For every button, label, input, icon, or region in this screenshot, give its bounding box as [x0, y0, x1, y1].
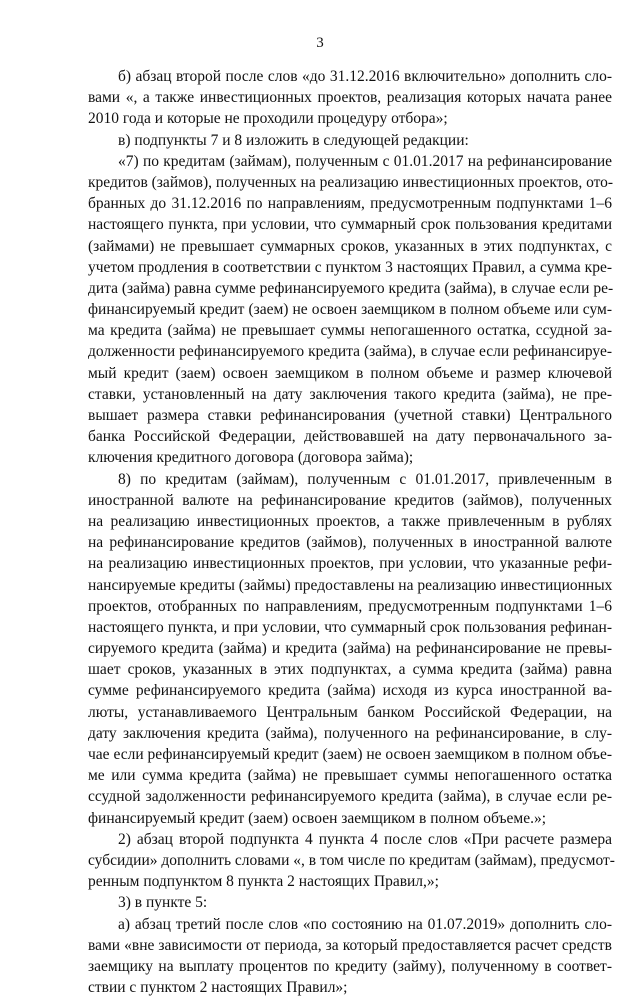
- text-line: бранных до 31.12.2016 по направлениям, предусмотренным подпунктами 1–6: [88, 195, 612, 213]
- text-line: на реализацию инвестиционных проектов, а также привлеченным в рублях: [88, 512, 612, 530]
- text-line: субсидии» дополнить словами «, в том числе по кредитам (займам), предусмот-: [88, 851, 615, 869]
- text-line: сируемого кредита (займа) и кредита (займа) на рефинансирование не превы-: [88, 640, 612, 658]
- text-line: ключения кредитного договора (договора займа);: [88, 449, 414, 467]
- text-line: сумме рефинансируемого кредита (займа) исходя из курса иностранной ва-: [88, 682, 612, 700]
- text-line: вами «вне зависимости от периода, за который предоставляется расчет средств: [88, 936, 612, 954]
- text-line: шает сроков, указанных в этих подпунктах, а сумма кредита (займа) равна: [88, 661, 612, 679]
- document-body: [88, 66, 615, 998]
- text-line: банка Российской Федерации, действовавшей на дату первоначального за-: [88, 428, 612, 446]
- text-line: а) абзац третий после слов «по состоянию на 01.07.2019» дополнить сло-: [118, 915, 612, 933]
- text-line: заемщику на выплату процентов по кредиту (займу), полученному в соответ-: [88, 957, 612, 975]
- text-line: в) подпункты 7 и 8 изложить в следующей редакции:: [118, 131, 469, 149]
- text-line: настоящего пункта, при условии, что суммарный срок пользования кредитами: [88, 216, 612, 234]
- text-line: на рефинансирование кредитов (займов), полученных в иностранной валюте: [88, 534, 612, 552]
- text-line: б) абзац второй после слов «до 31.12.2016 включительно» дополнить сло-: [118, 68, 612, 85]
- text-line: финансируемый кредит (заем) не освоен заемщиком в полном объеме или сум-: [88, 301, 612, 319]
- text-line: настоящего пункта, и при условии, что суммарный срок пользования рефинан-: [88, 618, 612, 636]
- text-line: (займами) не превышает суммарных сроков, указанных в этих подпунктах, с: [88, 237, 612, 255]
- text-line: нансируемые кредиты (займы) предоставлены на реализацию инвестиционных: [88, 576, 613, 594]
- text-line: ссудной задолженности рефинансируемого кредита (займа), в случае если ре-: [88, 788, 612, 806]
- text-line: иностранной валюте на рефинансирование кредитов (займов), полученных: [88, 491, 612, 509]
- page-number: 3: [316, 35, 324, 51]
- text-line: ренным подпунктом 8 пункта 2 настоящих Правил,»;: [88, 873, 439, 891]
- text-line: люты, устанавливаемого Центральным банком Российской Федерации, на: [88, 703, 612, 721]
- text-line: 8) по кредитам (займам), полученным с 01.01.2017, привлеченным в: [118, 470, 612, 488]
- text-line: 2) абзац второй подпункта 4 пункта 4 после слов «При расчете размера: [118, 830, 612, 848]
- text-line: проектов, отобранных по направлениям, предусмотренным подпунктами 1–6: [88, 597, 612, 615]
- text-line: чае если рефинансируемый кредит (заем) не освоен заемщиком в полном объе-: [88, 746, 612, 763]
- text-line: на реализацию инвестиционных проектов, при условии, что указанные рефи-: [88, 555, 612, 573]
- text-line: финансируемый кредит (заем) освоен заемщиком в полном объеме.»;: [88, 809, 547, 827]
- text-line: мый кредит (заем) освоен заемщиком в полном объеме и размер ключевой: [88, 364, 612, 382]
- text-line: вышает размера ставки рефинансирования (учетной ставки) Центрального: [88, 407, 612, 424]
- text-line: 3) в пункте 5:: [118, 894, 208, 912]
- text-line: «7) по кредитам (займам), полученным с 01.01.2017 на рефинансирование: [118, 152, 612, 170]
- text-line: ме или сумма кредита (займа) не превышает суммы непогашенного остатка: [88, 767, 612, 785]
- text-line: 2010 года и которые не проходили процедуру отбора»;: [88, 110, 448, 128]
- text-line: долженности рефинансируемого кредита (займа), в случае если рефинансируе-: [88, 343, 612, 361]
- text-line: ма кредита (займа) не превышает суммы непогашенного остатка, ссудной за-: [88, 322, 612, 340]
- text-line: учетом продления в соответствии с пунктом 3 настоящих Правил, а сумма кре-: [88, 258, 612, 276]
- text-line: дита (займа) равна сумме рефинансируемого кредита (займа), в случае если ре-: [88, 279, 614, 297]
- text-line: вами «, а также инвестиционных проектов, реализация которых начата ранее: [88, 89, 612, 107]
- text-line: кредитов (займов), полученных на реализацию инвестиционных проектов, ото-: [88, 173, 614, 191]
- text-line: ставки, установленный на дату заключения такого кредита (займа), не пре-: [88, 385, 612, 403]
- text-line: дату заключения кредита (займа), полученного на рефинансирование, в слу-: [88, 724, 612, 742]
- text-line: ствии с пунктом 2 настоящих Правил»;: [88, 979, 348, 997]
